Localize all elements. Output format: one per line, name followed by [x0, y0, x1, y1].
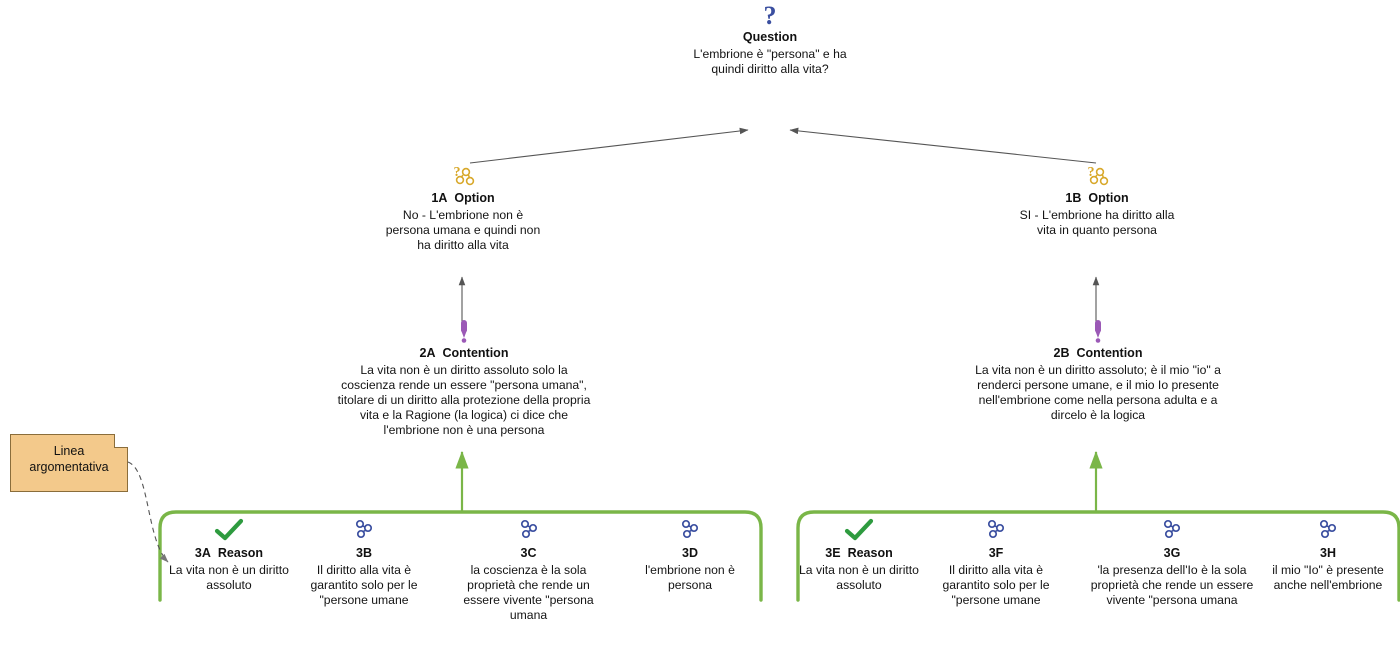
option-people-icon: [382, 163, 544, 189]
exclamation-icon: [971, 318, 1225, 344]
node-2A-headline: [337, 346, 591, 361]
node-3C[interactable]: [451, 518, 606, 623]
node-3E-type: Reason: [847, 546, 893, 560]
node-3H[interactable]: [1266, 518, 1390, 593]
node-1A-text: No - L'embrione non è persona umana e quindi non ha diritto alla vita: [385, 208, 541, 252]
node-1B-index: 1B: [1065, 191, 1082, 205]
node-3F-index: 3F: [988, 546, 1004, 560]
note-fold-corner: [114, 434, 128, 448]
svg-text:?: ?: [1087, 165, 1095, 180]
node-3H-text: il mio "Io" è presente anche nell'embrione: [1272, 563, 1384, 593]
node-3G-headline: [1076, 546, 1268, 561]
node-3H-headline: [1266, 546, 1390, 561]
people-icon: [1266, 518, 1390, 544]
node-3B-headline: [300, 546, 428, 561]
node-3C-text: la coscienza è la sola proprietà che rende un essere vivente "persona umana: [463, 563, 594, 622]
note-text: Linea argomentativa: [29, 444, 109, 474]
node-2A-index: 2A: [419, 346, 436, 360]
node-3F-headline: [932, 546, 1060, 561]
people-icon: [300, 518, 428, 544]
svg-text:?: ?: [763, 2, 777, 28]
node-3D-headline: [630, 546, 750, 561]
people-icon: [451, 518, 606, 544]
node-1A-headline: [382, 191, 544, 206]
node-question[interactable]: [690, 2, 850, 77]
option-people-icon: [1016, 163, 1178, 189]
node-3E-reason[interactable]: [795, 518, 923, 593]
node-3A-headline: [165, 546, 293, 561]
exclamation-icon: [337, 318, 591, 344]
node-2B-headline: [971, 346, 1225, 361]
node-3D-index: 3D: [682, 546, 698, 560]
note-linea-argomentativa: [10, 434, 128, 492]
node-3E-text: La vita non è un diritto assoluto: [799, 563, 919, 593]
node-3E-index: 3E: [825, 546, 841, 560]
node-question-headline: [690, 30, 850, 45]
node-2A-contention[interactable]: [337, 318, 591, 438]
node-2B-text: La vita non è un diritto assoluto; è il mio "io" a renderci persone umane, e il mio Io presente nell'embrione come nella persona adulta e a dircelo è la logica: [975, 363, 1221, 422]
svg-text:?: ?: [453, 165, 461, 180]
node-1A-option[interactable]: [382, 163, 544, 253]
node-3F[interactable]: [932, 518, 1060, 608]
node-1B-headline: [1016, 191, 1178, 206]
node-1B-option[interactable]: [1016, 163, 1178, 238]
people-icon: [630, 518, 750, 544]
node-3G[interactable]: [1076, 518, 1268, 608]
green-check-icon: [795, 518, 923, 544]
node-1A-type: Option: [454, 191, 495, 205]
node-2A-text: La vita non è un diritto assoluto solo la coscienza rende un essere "persona umana", titolare di un diritto alla protezione della propria vita e la Ragione (la logica) ci dice che l'embrione non è una persona: [337, 363, 591, 437]
node-3A-index: 3A: [194, 546, 211, 560]
node-3C-index: 3C: [520, 546, 537, 560]
node-1A-index: 1A: [431, 191, 448, 205]
node-3A-text: La vita non è un diritto assoluto: [169, 563, 289, 593]
node-1B-text: SI - L'embrione ha diritto alla vita in quanto persona: [1019, 208, 1175, 238]
node-3B-index: 3B: [356, 546, 372, 560]
node-3G-text: 'la presenza dell'Io è la sola proprietà che rende un essere vivente "persona umana: [1090, 563, 1254, 607]
node-3B-text: Il diritto alla vita è garantito solo per le "persone umane: [310, 563, 418, 607]
node-2B-index: 2B: [1053, 346, 1070, 360]
node-3G-index: 3G: [1163, 546, 1181, 560]
node-1B-type: Option: [1088, 191, 1129, 205]
node-3B[interactable]: [300, 518, 428, 608]
node-2A-type: Contention: [442, 346, 509, 360]
node-question-type: Question: [742, 30, 798, 44]
question-mark-icon: [690, 2, 850, 28]
node-3E-headline: [795, 546, 923, 561]
node-2B-type: Contention: [1076, 346, 1143, 360]
node-question-text: L'embrione è "persona" e ha quindi diritto alla vita?: [693, 47, 847, 77]
people-icon: [1076, 518, 1268, 544]
people-icon: [932, 518, 1060, 544]
node-3A-type: Reason: [217, 546, 264, 560]
node-3H-index: 3H: [1320, 546, 1336, 560]
node-3A-reason[interactable]: [165, 518, 293, 593]
node-3F-text: Il diritto alla vita è garantito solo per le "persone umane: [942, 563, 1050, 607]
node-3D-text: l'embrione non è persona: [645, 563, 735, 593]
node-3C-headline: [451, 546, 606, 561]
green-check-icon: [165, 518, 293, 544]
node-3D[interactable]: [630, 518, 750, 593]
node-2B-contention[interactable]: [971, 318, 1225, 423]
